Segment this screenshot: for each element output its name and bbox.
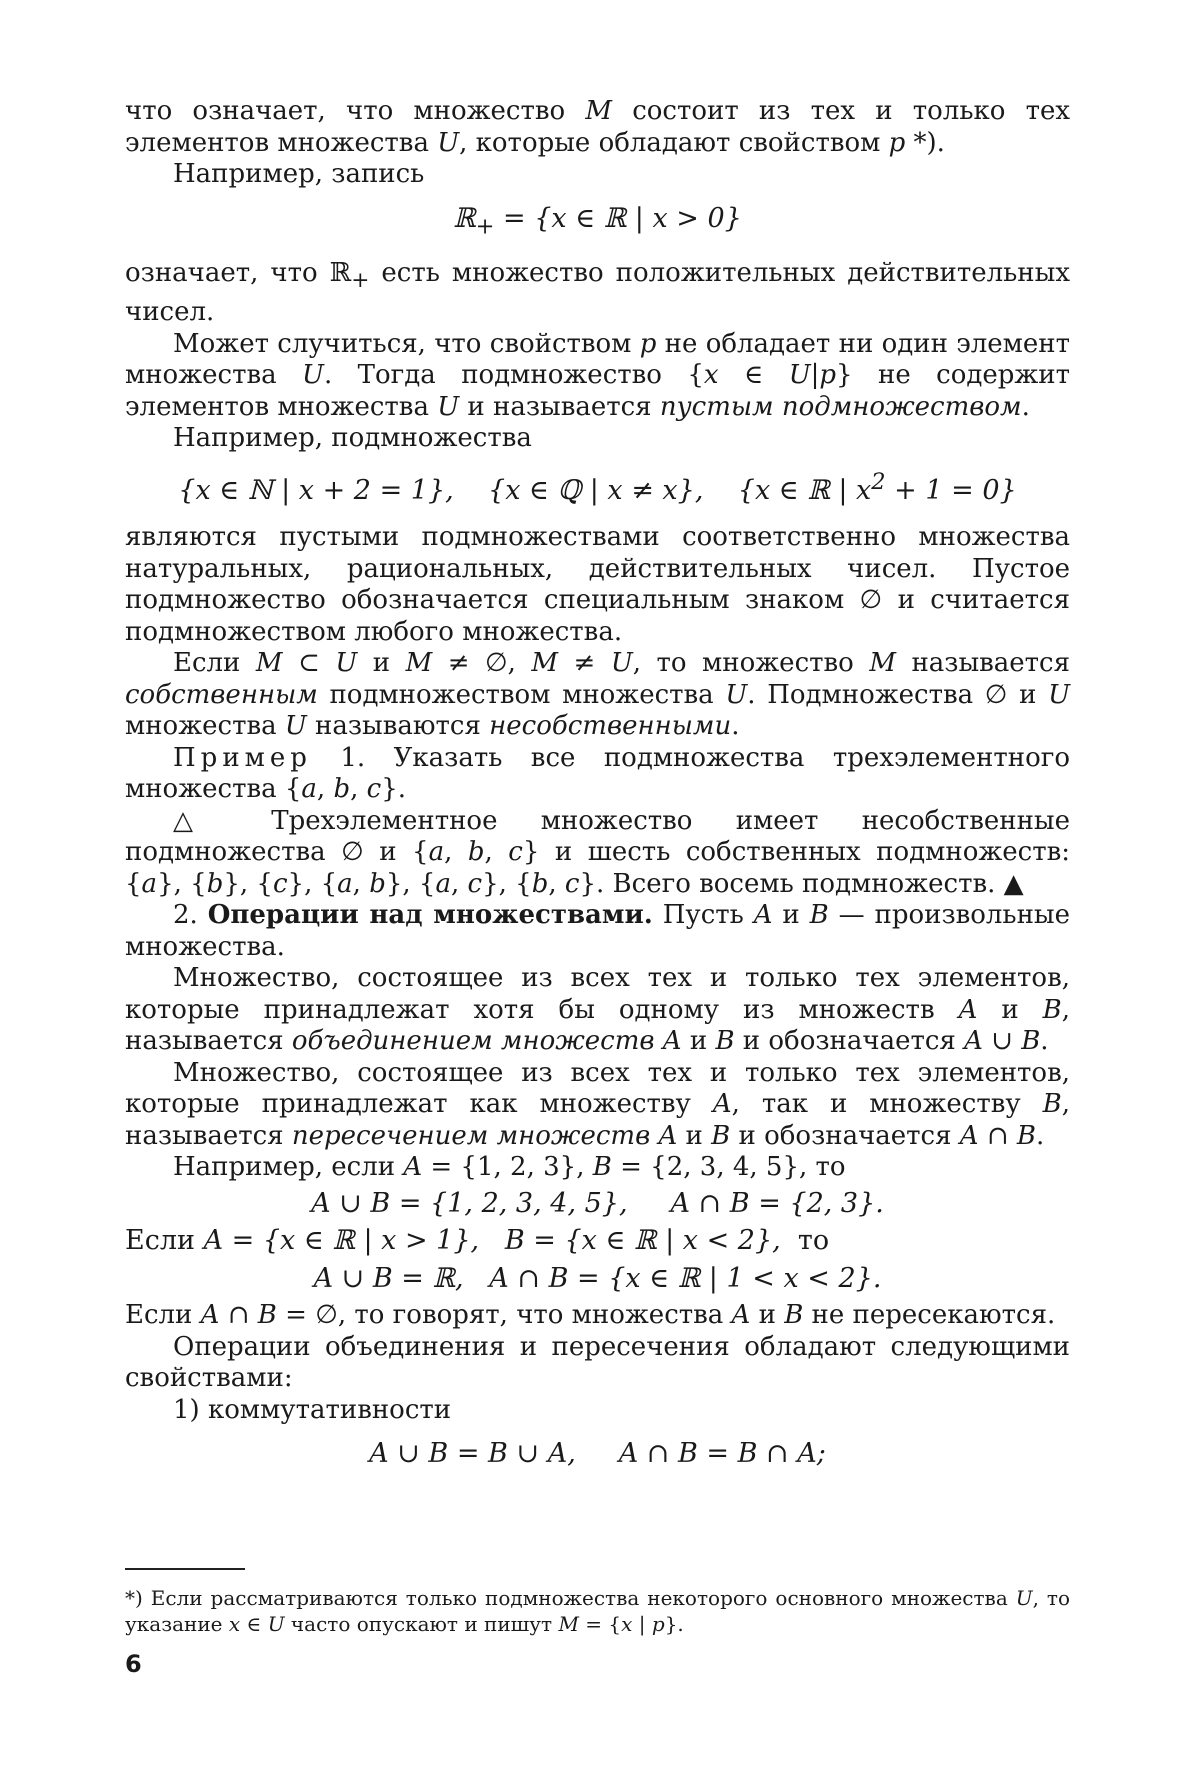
display-formula: A ∪ B = {1, 2, 3, 4, 5}, A ∩ B = {2, 3}. bbox=[311, 1187, 884, 1219]
paragraph: Если M ⊂ U и M ≠ ∅, M ≠ U, то множество M называется собственным подмножеством множества U. Подмножества ∅ и U множества U называются несобственными. bbox=[125, 648, 1071, 742]
paragraph: Может случиться, что свойством p не обладает ни один элемент множества U. Тогда подмножество {x ∈ U|p} не содержит элементов множества U и называется пустым подмножеством. bbox=[125, 328, 1071, 422]
display-formula: ℝ$_+$ = {x ∈ ℝ | x > 0} bbox=[453, 202, 742, 239]
paragraph: Множество, состоящее из всех тех и только тех элементов, которые принадлежат как множеству A, так и множеству B, называется пересечением множеств A и B и обозначается A ∩ B. bbox=[125, 1057, 1070, 1151]
paragraph: Если A ∩ B = ∅, то говорят, что множества A и B не пересекаются. bbox=[125, 1300, 1056, 1331]
paragraph: означает, что ℝ$_+$ есть множество положительных действительных чисел. bbox=[125, 258, 1070, 328]
paragraph: Пример 1. Указать все подмножества трехэлементного множества {a, b, c}. bbox=[125, 742, 1070, 805]
paragraph: Например, подмножества bbox=[173, 423, 532, 454]
page-number: 6 bbox=[125, 1650, 142, 1678]
paragraph: Множество, состоящее из всех тех и только тех элементов, которые принадлежат хотя бы одному из множеств A и B, называется объединением множеств A и B и обозначается A ∪ B. bbox=[125, 963, 1070, 1057]
footnote-rule bbox=[125, 1568, 245, 1570]
display-formula: {x ∈ ℕ | x + 2 = 1}, {x ∈ ℚ | x ≠ x}, {x ∈ ℝ | $x^2 + 1 = 0$} bbox=[178, 468, 1017, 506]
paragraph: Например, если A = {1, 2, 3}, B = {2, 3, 4, 5}, то bbox=[173, 1152, 846, 1183]
footnote: *) Если рассматриваются только подмножества некоторого основного множества U, то указание x ∈ U часто опускают и пишут M = {x | p}. bbox=[125, 1586, 1071, 1636]
paragraph: 2. Операции над множествами. Пусть A и B — произвольные множества. bbox=[125, 900, 1070, 962]
paragraph: что означает, что множество M состоит из тех и только тех элементов множества U, которые обладают свойством p *). bbox=[125, 96, 1071, 158]
paragraph: △ Трехэлементное множество имеет несобственные подмножества ∅ и {a, b, c} и шесть собственных подмножеств: {a}, {b}, {c}, {a, b}, {a, c}, {b, c}. Всего восемь подмножеств. ▲ bbox=[125, 805, 1071, 899]
paragraph: Например, запись bbox=[173, 159, 425, 189]
display-formula: A ∪ B = ℝ, A ∩ B = {x ∈ ℝ | 1 < x < 2}. bbox=[313, 1262, 882, 1294]
paragraph: являются пустыми подмножествами соответственно множества натуральных, рациональных, действительных чисел. Пустое подмножество обозначается специальным знаком ∅ и считается подмножеством любого множества. bbox=[125, 522, 1070, 647]
paragraph: 1) коммутативности bbox=[173, 1394, 452, 1425]
paragraph: Операции объединения и пересечения обладают следующими свойствами: bbox=[125, 1331, 1070, 1394]
main-text bbox=[125, 96, 1070, 1486]
display-formula: Если A = {x ∈ ℝ | x > 1}, B = {x ∈ ℝ | x < 2}, то bbox=[125, 1225, 830, 1257]
display-formula: A ∪ B = B ∪ A, A ∩ B = B ∩ A; bbox=[369, 1438, 826, 1470]
